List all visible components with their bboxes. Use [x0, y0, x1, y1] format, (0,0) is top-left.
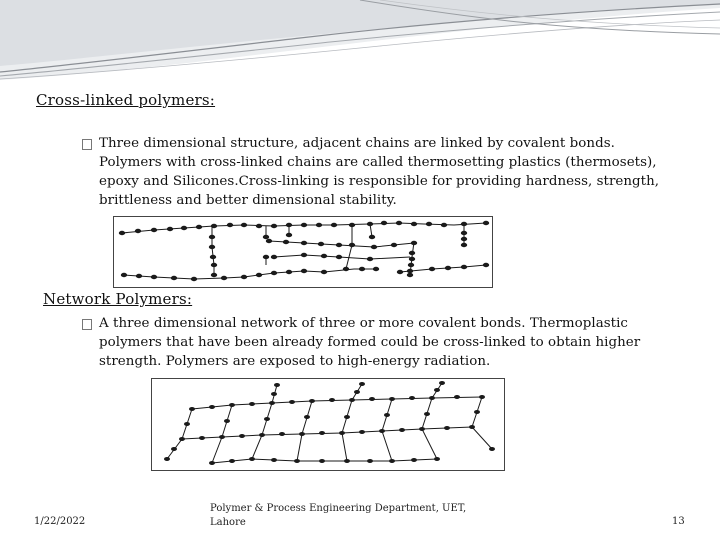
footer-date: 1/22/2022 — [34, 516, 86, 527]
bullet-text-crosslinked: Three dimensional structure, adjacent chains are linked by covalent bonds. Polymers with cross-linked chains are called thermosetting plastics (thermosets), epoxy and Silicones.Cross-linking is responsible for providing hardness, strength, brittleness and better dimensional stability. — [99, 136, 660, 208]
heading-network-polymers: Network Polymers: — [43, 290, 193, 308]
bullet-crosslinked — [82, 134, 662, 210]
footer-department: Polymer & Process Engineering Department, UET, Lahore — [210, 503, 467, 528]
network-polymer-diagram — [151, 378, 505, 471]
heading-crosslinked-polymers: Cross-linked polymers: — [36, 91, 216, 109]
bullet-text-network: A three dimensional network of three or more covalent bonds. Thermoplastic polymers that have been already formed could be cross-linked to obtain higher strength. Polymers are exposed to high-energy radiation. — [99, 316, 641, 369]
bullet-square-icon — [82, 319, 92, 330]
header-banner — [0, 0, 720, 90]
crosslinked-polymer-diagram — [113, 216, 493, 288]
slide-number: 13 — [672, 516, 685, 527]
bullet-square-icon — [82, 139, 92, 150]
bullet-network — [82, 314, 662, 371]
